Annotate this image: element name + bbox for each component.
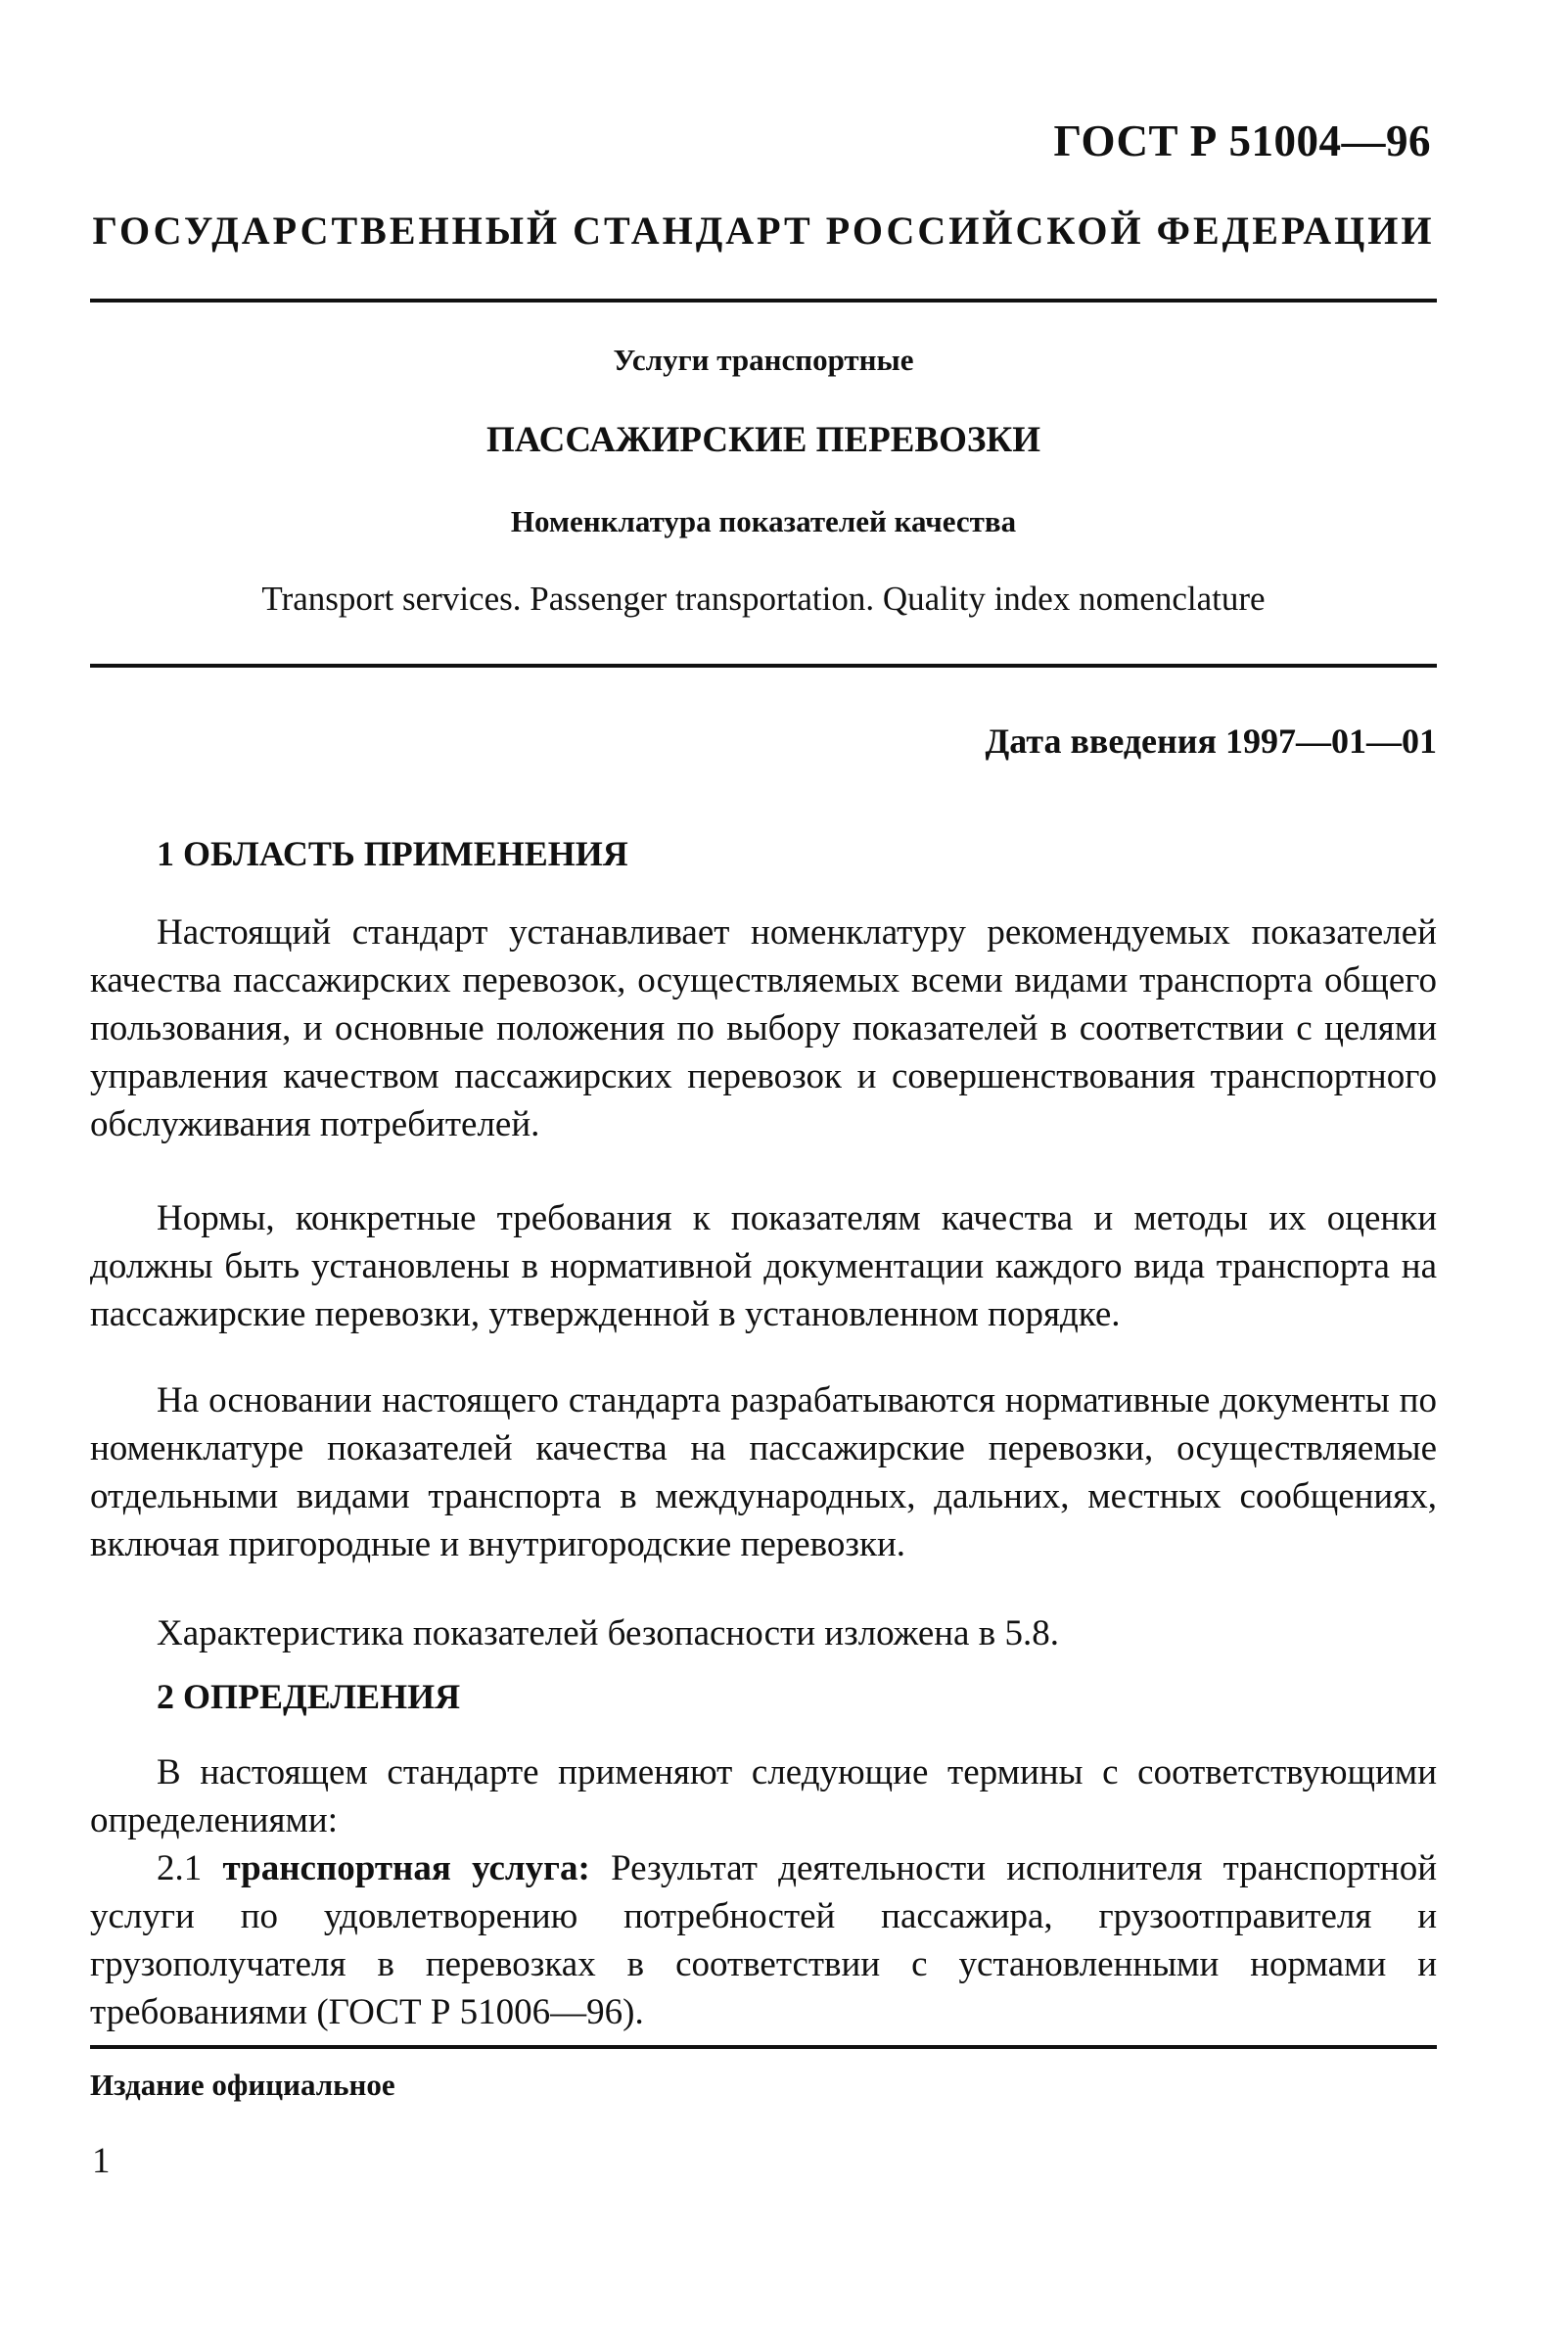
document-title: ПАССАЖИРСКИЕ ПЕРЕВОЗКИ bbox=[486, 420, 1040, 460]
section-1-paragraph-1: Настоящий стандарт устанавливает номенклатуру рекомендуемых показателей качества пассажирских перевозок, осуществляемых всеми видами транспорта общего пользования, и основные положения по выбору показателей в соответствии с целями управления качеством пассажирских перевозок и совершенствования транспортного обслуживания потребителей. bbox=[90, 912, 1437, 1144]
gost-number: ГОСТ Р 51004—96 bbox=[1053, 116, 1431, 165]
state-standard-heading: ГОСУДАРСТВЕННЫЙ СТАНДАРТ РОССИЙСКОЙ ФЕДЕРАЦИИ bbox=[92, 209, 1435, 253]
section-1-heading: 1 ОБЛАСТЬ ПРИМЕНЕНИЯ bbox=[157, 834, 628, 873]
english-title: Transport services. Passenger transportation. Quality index nomenclature bbox=[261, 580, 1266, 618]
edition-label: Издание официальное bbox=[90, 2068, 395, 2102]
section-2-heading: 2 ОПРЕДЕЛЕНИЯ bbox=[157, 1677, 461, 1716]
divider-top bbox=[90, 299, 1437, 303]
section-1-paragraph-4: Характеристика показателей безопасности изложена в 5.8. bbox=[157, 1613, 1059, 1653]
introduction-date: Дата введения 1997—01—01 bbox=[985, 721, 1437, 761]
definition-2-1 bbox=[90, 1844, 1437, 2036]
section-2-intro: В настоящем стандарте применяют следующие термины с соответствующими определениями: bbox=[90, 1752, 1437, 1840]
definition-term: транспортная услуга: bbox=[222, 1848, 590, 1888]
definition-text: Результат деятельности исполнителя транспортной услуги по удовлетворению потребностей пассажира, грузоотправителя и грузополучателя в перевозках в соответствии с установленными нормами и требованиями (ГОСТ Р 51006—96). bbox=[90, 1848, 1438, 2032]
definition-number: 2.1 bbox=[157, 1848, 223, 1888]
divider-title bbox=[90, 664, 1437, 668]
services-heading: Услуги транспортные bbox=[613, 343, 914, 377]
document-subtitle: Номенклатура показателей качества bbox=[510, 504, 1017, 538]
section-1-paragraph-2: Нормы, конкретные требования к показателям качества и методы их оценки должны быть установлены в нормативной документации каждого вида транспорта на пассажирские перевозки, утвержденной в установленном порядке. bbox=[90, 1198, 1437, 1334]
page-number: 1 bbox=[92, 2141, 111, 2181]
section-1-paragraph-3: На основании настоящего стандарта разрабатываются нормативные документы по номенклатуре показателей качества на пассажирские перевозки, осуществляемые отдельными видами транспорта в международных, дальних, местных сообщениях, включая пригородные и внутригородские перевозки. bbox=[90, 1380, 1437, 1564]
divider-footer bbox=[90, 2045, 1437, 2049]
